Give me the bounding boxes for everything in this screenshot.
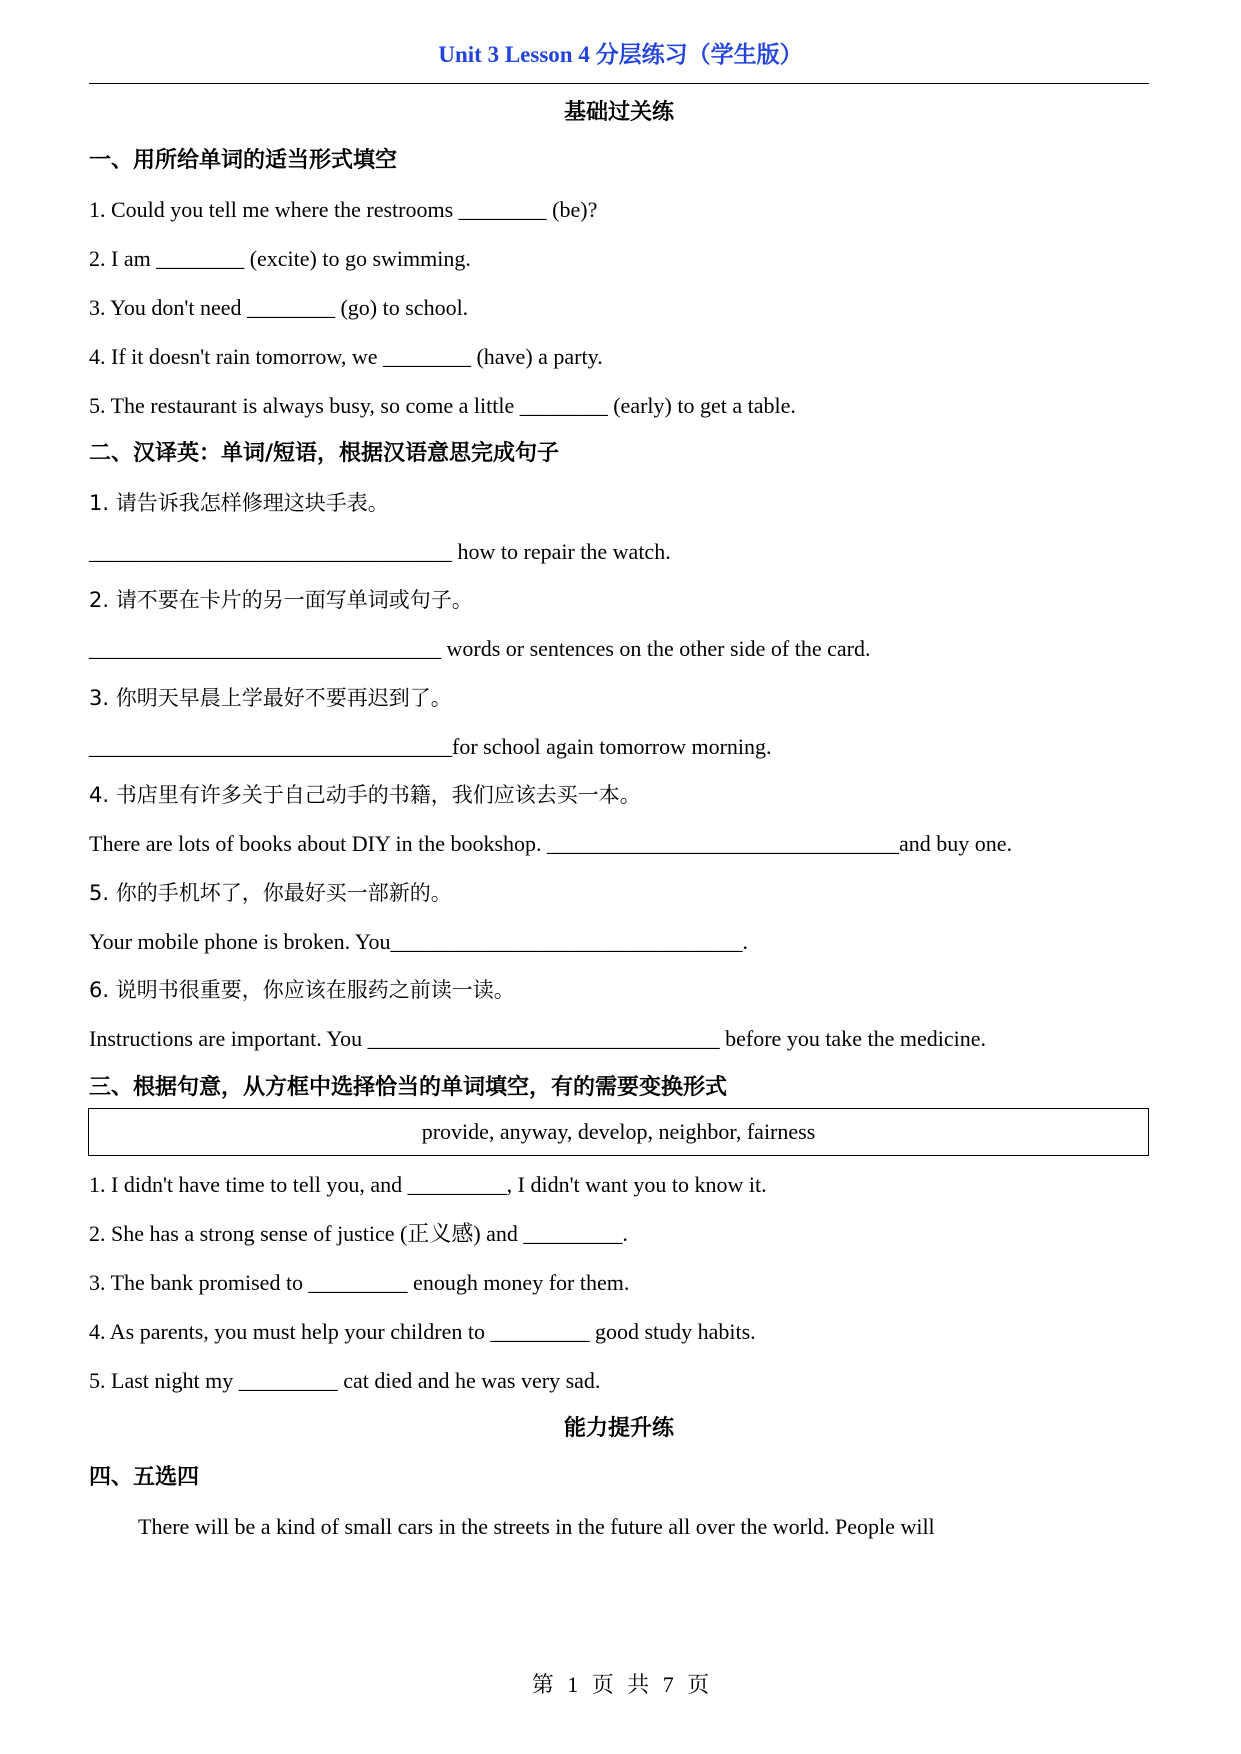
section3-item-4: 4. As parents, you must help your children to _________ good study habits. <box>89 1319 756 1344</box>
section2-item-5-chinese: 5. 你的手机坏了，你最好买一部新的。 <box>89 881 452 905</box>
part-basic-heading: 基础过关练 <box>563 100 674 125</box>
page-number-footer: 第 1 页 共 7 页 <box>531 1672 710 1697</box>
section4-passage-start: There will be a kind of small cars in the streets in the future all over the world. People will <box>138 1514 935 1539</box>
section2-item-2-english: ________________________________ words or sentences on the other side of the card. <box>89 636 871 661</box>
section1-item-3: 3. You don't need ________ (go) to school. <box>89 295 469 320</box>
part-advanced-heading: 能力提升练 <box>563 1416 674 1441</box>
section2-item-4-chinese: 4. 书店里有许多关于自己动手的书籍，我们应该去买一本。 <box>89 783 641 807</box>
section1-item-5: 5. The restaurant is always busy, so come a little ________ (early) to get a table. <box>89 393 796 418</box>
section4-title: 四、五选四 <box>89 1465 200 1490</box>
section2-title: 二、汉译英：单词/短语，根据汉语意思完成句子 <box>89 441 560 466</box>
section3-item-1: 1. I didn't have time to tell you, and _________, I didn't want you to know it. <box>89 1172 767 1197</box>
page-header-title: Unit 3 Lesson 4 分层练习（学生版） <box>438 42 803 67</box>
section2-item-4-english: There are lots of books about DIY in the bookshop. ________________________________and buy one. <box>89 831 1013 856</box>
section2-item-3-english: _________________________________for school again tomorrow morning. <box>89 734 772 759</box>
section1-item-4: 4. If it doesn't rain tomorrow, we ________ (have) a party. <box>89 344 603 369</box>
section3-item-3: 3. The bank promised to _________ enough money for them. <box>89 1270 630 1295</box>
section1-item-2: 2. I am ________ (excite) to go swimming. <box>89 246 471 271</box>
section1-item-1: 1. Could you tell me where the restrooms ________ (be)? <box>89 197 598 222</box>
section3-item-5: 5. Last night my _________ cat died and he was very sad. <box>89 1368 601 1393</box>
section3-title: 三、根据句意，从方框中选择恰当的单词填空，有的需要变换形式 <box>89 1075 728 1100</box>
header-divider <box>89 83 1149 84</box>
section2-item-1-chinese: 1. 请告诉我怎样修理这块手表。 <box>89 491 389 515</box>
word-bank-box: provide, anyway, develop, neighbor, fairness <box>88 1108 1149 1156</box>
section2-item-5-english: Your mobile phone is broken. You________________________________. <box>89 929 749 954</box>
section2-item-6-english: Instructions are important. You ________________________________ before you take the medicine. <box>89 1026 986 1051</box>
section3-item-2: 2. She has a strong sense of justice (正义感) and _________. <box>89 1221 628 1246</box>
section2-item-3-chinese: 3. 你明天早晨上学最好不要再迟到了。 <box>89 686 452 710</box>
section2-item-1-english: _________________________________ how to repair the watch. <box>89 539 671 564</box>
section1-title: 一、用所给单词的适当形式填空 <box>89 148 398 173</box>
section2-item-2-chinese: 2. 请不要在卡片的另一面写单词或句子。 <box>89 588 473 612</box>
section2-item-6-chinese: 6. 说明书很重要，你应该在服药之前读一读。 <box>89 978 515 1002</box>
